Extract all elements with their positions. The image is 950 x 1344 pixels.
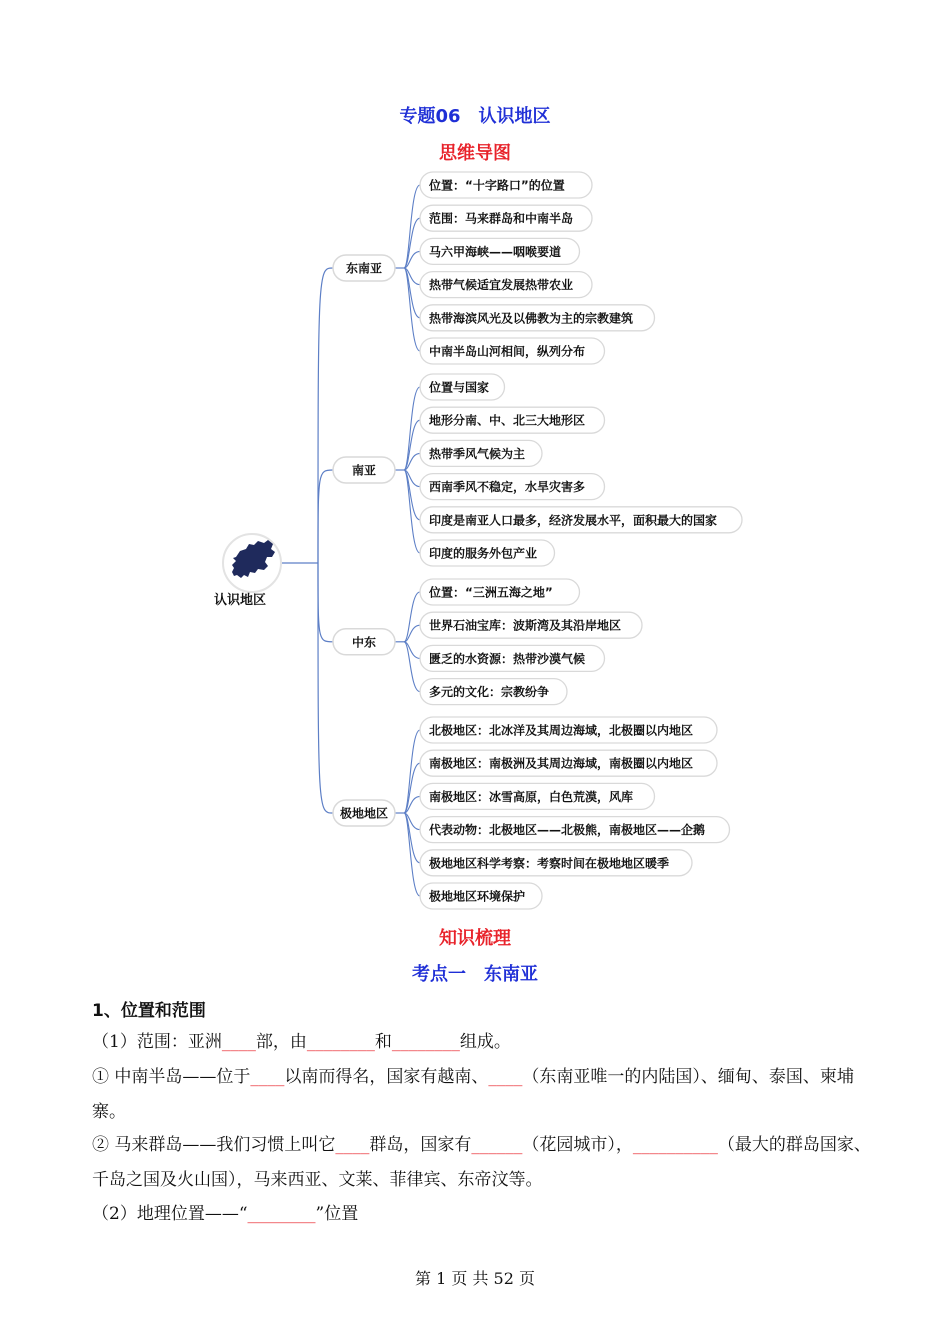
fill-blank: ________ bbox=[306, 1032, 375, 1052]
leaf-label: 极地地区环境保护 bbox=[429, 889, 526, 904]
leaf-node bbox=[420, 783, 655, 809]
leaf-connector bbox=[404, 592, 420, 642]
leaf-connector bbox=[404, 387, 420, 470]
leaf-node bbox=[420, 374, 505, 400]
leaf-node bbox=[420, 679, 567, 705]
leaf-label: 匮乏的水资源：热带沙漠气候 bbox=[429, 651, 586, 666]
leaf-node bbox=[420, 579, 580, 605]
leaf-node bbox=[420, 238, 580, 264]
branch-connector bbox=[318, 563, 333, 642]
leaf-node bbox=[420, 645, 605, 671]
branch-node bbox=[333, 629, 395, 655]
leaf-label: 位置：“三洲五海之地” bbox=[429, 585, 553, 600]
topic-title: 专题06 认识地区 bbox=[399, 106, 551, 127]
leaf-node bbox=[420, 305, 655, 331]
branch-label: 中东 bbox=[351, 635, 377, 650]
branch-node bbox=[333, 255, 395, 281]
mind-map bbox=[0, 165, 950, 915]
fill-blank: ________ bbox=[391, 1032, 460, 1052]
leaf-label: 印度是南亚人口最多，经济发展水平，面积最大的国家 bbox=[429, 513, 718, 528]
branch-connector bbox=[318, 470, 333, 563]
leaf-label: 范围：马来群岛和中南半岛 bbox=[429, 211, 574, 226]
leaf-label: 代表动物：北极地区——北极熊，南极地区——企鹅 bbox=[429, 823, 706, 838]
leaf-node bbox=[420, 612, 642, 638]
leaf-node bbox=[420, 205, 592, 231]
leaf-connector bbox=[404, 470, 420, 553]
leaf-label: 北极地区：北冰洋及其周边海域，北极圈以内地区 bbox=[429, 723, 694, 738]
point-title: 考点一 东南亚 bbox=[412, 964, 538, 985]
leaf-label: 南极地区：冰雪高原，白色荒漠，风库 bbox=[429, 789, 634, 804]
leaf-node bbox=[420, 440, 542, 466]
leaf-label: 位置与国家 bbox=[429, 380, 490, 395]
leaf-label: 西南季风不稳定，水旱灾害多 bbox=[429, 480, 586, 495]
branch-label: 南亚 bbox=[351, 463, 377, 478]
fill-blank: ________ bbox=[247, 1204, 316, 1224]
leaf-label: 中南半岛山河相间，纵列分布 bbox=[429, 344, 586, 359]
leaf-node bbox=[420, 717, 717, 743]
mindmap-title: 思维导图 bbox=[439, 143, 511, 164]
leaf-label: 印度的服务外包产业 bbox=[429, 546, 538, 561]
fill-blank: __________ bbox=[632, 1135, 718, 1155]
knowledge-title: 知识梳理 bbox=[439, 928, 511, 949]
fill-blank: ______ bbox=[471, 1135, 523, 1155]
leaf-label: 热带海滨风光及以佛教为主的宗教建筑 bbox=[429, 311, 634, 326]
leaf-label: 马六甲海峡——咽喉要道 bbox=[429, 244, 562, 259]
leaf-label: 南极地区：南极洲及其周边海域，南极圈以内地区 bbox=[429, 756, 694, 771]
leaf-label: 世界石油宝库：波斯湾及其沿岸地区 bbox=[429, 618, 622, 633]
leaf-connector bbox=[404, 730, 420, 813]
branch-node bbox=[333, 457, 395, 483]
paragraph-indochina: ① 中南半岛——位于____以南而得名，国家有越南、____（东南亚唯一的内陆国）、缅甸、泰国、柬埔寨。 bbox=[92, 1067, 854, 1122]
paragraph-location: （2）地理位置——“________”位置 bbox=[92, 1204, 359, 1224]
paragraph-malay: ② 马来群岛——我们习惯上叫它____群岛，国家有______（花园城市），__________（最大的群岛国家、千岛之国及火山国），马来西亚、文莱、菲律宾、东帝汶等。 bbox=[92, 1135, 871, 1190]
leaf-node bbox=[420, 850, 692, 876]
leaf-connector bbox=[404, 642, 420, 692]
page-footer: 第 1 页 共 52 页 bbox=[415, 1269, 535, 1288]
branch-node bbox=[333, 800, 395, 826]
leaf-label: 热带气候适宜发展热带农业 bbox=[429, 278, 574, 293]
leaf-label: 多元的文化：宗教纷争 bbox=[429, 685, 550, 700]
leaf-label: 极地地区科学考察：考察时间在极地地区暖季 bbox=[429, 856, 670, 871]
leaf-node bbox=[420, 883, 542, 909]
leaf-node bbox=[420, 817, 730, 843]
root-label: 认识地区 bbox=[213, 593, 267, 608]
fill-blank: ____ bbox=[488, 1067, 523, 1087]
leaf-label: 热带季风气候为主 bbox=[429, 446, 526, 461]
mind-map-connectors bbox=[282, 185, 420, 896]
fill-blank: ____ bbox=[221, 1032, 256, 1052]
leaf-node bbox=[420, 272, 592, 298]
leaf-node bbox=[420, 474, 605, 500]
fill-blank: ____ bbox=[335, 1135, 370, 1155]
section-heading: 1、位置和范围 bbox=[92, 1001, 206, 1021]
fill-blank: ____ bbox=[250, 1067, 285, 1087]
leaf-label: 地形分南、中、北三大地形区 bbox=[429, 413, 586, 428]
leaf-node bbox=[420, 507, 742, 533]
branch-connector bbox=[318, 268, 333, 563]
leaf-node bbox=[420, 750, 717, 776]
mind-map-nodes bbox=[333, 172, 742, 909]
root-node bbox=[214, 534, 281, 608]
leaf-connector bbox=[404, 813, 420, 896]
leaf-node bbox=[420, 172, 592, 198]
leaf-node bbox=[420, 338, 605, 364]
leaf-connector bbox=[404, 185, 420, 268]
leaf-node bbox=[420, 540, 555, 566]
branch-connector bbox=[318, 563, 333, 813]
branch-label: 东南亚 bbox=[345, 261, 383, 276]
leaf-label: 位置：“十字路口”的位置 bbox=[429, 178, 565, 193]
leaf-node bbox=[420, 407, 605, 433]
paragraph-range: （1）范围：亚洲____部，由________和________组成。 bbox=[92, 1032, 511, 1052]
branch-label: 极地地区 bbox=[339, 806, 389, 821]
leaf-connector bbox=[404, 268, 420, 351]
